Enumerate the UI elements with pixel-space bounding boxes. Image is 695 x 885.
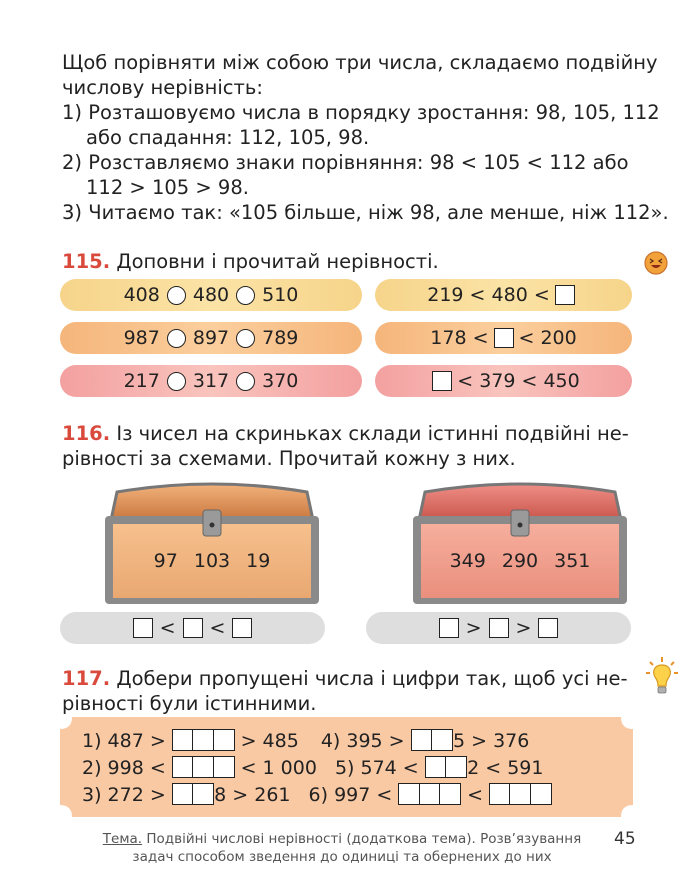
intro-rule (62, 50, 669, 225)
task-number: 115. (62, 250, 111, 273)
comparison-sign: < (209, 617, 226, 639)
task-number: 116. (62, 422, 111, 445)
inequality-part: < (467, 784, 484, 806)
treasure-chest (99, 478, 325, 606)
digit-cells[interactable] (425, 755, 467, 782)
footer-topic (92, 830, 592, 866)
scheme-row (60, 612, 325, 644)
laughing-face-icon (644, 251, 668, 275)
treasure-chest (407, 478, 633, 606)
blank-circle[interactable] (236, 286, 255, 305)
inequality-part: < 379 < 450 (457, 370, 580, 392)
inequality-part: < 200 (518, 327, 577, 349)
page-number: 45 (614, 829, 636, 849)
number: 987 (123, 327, 160, 349)
chest-number: 97 (153, 550, 178, 572)
blank-square[interactable] (538, 618, 558, 638)
intro-line: Щоб порівняти між собою три числа, складаємо подвійну (62, 51, 658, 74)
blank-square[interactable] (432, 371, 452, 391)
footer-text: задач способом зведення до одиниці та обернених до них (132, 849, 552, 865)
task-text: рівності за схемами. Прочитай кожну з них. (62, 447, 516, 470)
inequality-row (375, 279, 632, 311)
chest-number: 290 (501, 550, 539, 572)
blank-circle[interactable] (236, 372, 255, 391)
number: 480 (192, 284, 230, 306)
task-117-inequalities (82, 728, 558, 809)
inequality-row (375, 365, 632, 397)
digit-cells[interactable] (172, 728, 235, 755)
digit-cells[interactable] (489, 782, 552, 809)
intro-line: 3) Читаємо так: «105 більше, ніж 98, але менше, ніж 112». (62, 201, 669, 224)
number: 370 (262, 370, 299, 392)
inequality-part: > 485 (240, 730, 299, 752)
blank-square[interactable] (489, 618, 509, 638)
inequality-part: 6) 997 < (308, 784, 393, 806)
inequality-part: < 1 000 (240, 757, 317, 779)
inequality-part: 5) 574 < (334, 757, 419, 779)
task-117-title (62, 666, 637, 716)
digit-cells[interactable] (172, 782, 214, 809)
inequality-part: 178 < (430, 327, 489, 349)
inequality-row (82, 728, 558, 755)
blank-circle[interactable] (167, 329, 186, 348)
inequality-row (375, 322, 632, 354)
blank-circle[interactable] (167, 372, 186, 391)
light-bulb-icon (645, 656, 679, 698)
inequality-part: 4) 395 > (320, 730, 405, 752)
number: 897 (192, 327, 230, 349)
task-text: рівності були істинними. (62, 692, 317, 715)
number: 510 (262, 284, 299, 306)
task-text: Доповни і прочитай нерівності. (116, 250, 439, 273)
intro-line: 2) Розставляємо знаки порівняння: 98 < 105 < 112 або (62, 151, 629, 174)
intro-line: числову нерівність: (62, 76, 263, 99)
chest-icon (407, 478, 633, 606)
task-116-title (62, 421, 637, 471)
chest-numbers (407, 550, 633, 572)
intro-line: або спадання: 112, 105, 98. (86, 126, 370, 149)
inequality-row (60, 365, 362, 397)
task-number: 117. (62, 667, 111, 690)
digit-cells[interactable] (172, 755, 235, 782)
task-text: Добери пропущені числа і цифри так, щоб усі не- (116, 667, 628, 690)
comparison-sign: > (515, 617, 532, 639)
inequality-part: 1) 487 > (82, 730, 166, 752)
inequality-row (60, 322, 362, 354)
chest-number: 351 (554, 550, 591, 572)
blank-square[interactable] (133, 618, 153, 638)
blank-square[interactable] (232, 618, 252, 638)
number: 408 (123, 284, 160, 306)
number: 217 (123, 370, 160, 392)
inequality-row (60, 279, 362, 311)
chest-icon (99, 478, 325, 606)
intro-line: 1) Розташовуємо числа в порядку зростання: 98, 105, 112 (62, 101, 660, 124)
blank-square[interactable] (494, 328, 514, 348)
inequality-part: 2) 998 < (82, 757, 166, 779)
scheme-row (366, 612, 631, 644)
comparison-sign: < (159, 617, 176, 639)
chest-number: 349 (449, 550, 486, 572)
chest-numbers (99, 550, 325, 572)
blank-square[interactable] (183, 618, 203, 638)
chest-number: 103 (193, 550, 231, 572)
blank-square[interactable] (555, 285, 575, 305)
number: 317 (192, 370, 230, 392)
number: 789 (262, 327, 299, 349)
inequality-part: 8 > 261 (214, 784, 291, 806)
inequality-row (82, 755, 558, 782)
inequality-part: 5 > 376 (452, 730, 530, 752)
blank-square[interactable] (439, 618, 459, 638)
digit-cells[interactable] (411, 728, 453, 755)
inequality-part: 3) 272 > (82, 784, 166, 806)
footer-tema-label: Тема. (102, 831, 143, 847)
inequality-part: 219 < 480 < (427, 284, 550, 306)
blank-circle[interactable] (236, 329, 255, 348)
intro-line: 112 > 105 > 98. (86, 176, 249, 199)
task-text: Із чисел на скриньках склади істинні подвійні не- (116, 422, 629, 445)
digit-cells[interactable] (398, 782, 461, 809)
blank-circle[interactable] (167, 286, 186, 305)
inequality-part: 2 < 591 (467, 757, 544, 779)
task-115-title (62, 249, 637, 274)
inequality-row (82, 782, 558, 809)
chest-number: 19 (246, 550, 271, 572)
comparison-sign: > (465, 617, 482, 639)
footer-text: Подвійні числові нерівності (додаткова тема). Розв’язування (146, 831, 582, 847)
